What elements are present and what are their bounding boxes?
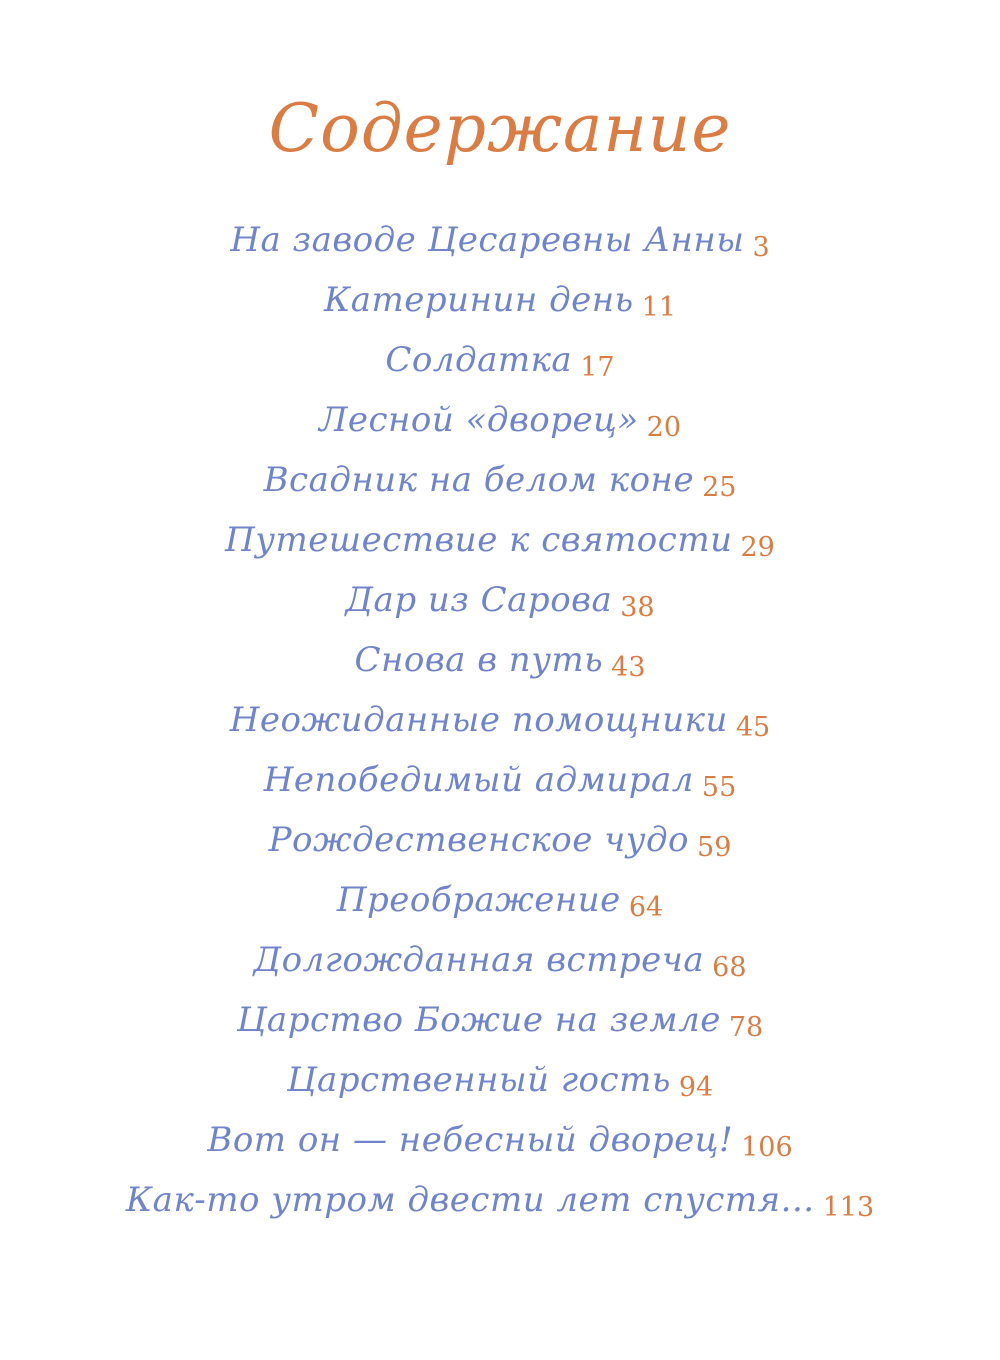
toc-entry-title: Царственный гость <box>286 1060 671 1100</box>
toc-entry[interactable] <box>0 270 1000 330</box>
toc-entry-title: Снова в путь <box>354 640 604 680</box>
toc-entry[interactable] <box>0 1170 1000 1230</box>
toc-entry-title: Рождественское чудо <box>268 820 690 860</box>
toc-entry-page: 106 <box>741 1132 793 1163</box>
toc-entry-page: 45 <box>735 712 771 743</box>
toc-entry-page: 20 <box>646 412 681 443</box>
toc-entry-page: 17 <box>580 352 615 383</box>
toc-entry-title: Преображение <box>336 880 621 920</box>
toc-entry-page: 94 <box>678 1072 714 1103</box>
toc-entry[interactable] <box>0 330 1000 390</box>
toc-entry[interactable] <box>0 870 1000 930</box>
toc-entry-page: 25 <box>702 472 737 503</box>
toc-entry-title: Катеринин день <box>323 280 634 320</box>
toc-entry-title: Дар из Сарова <box>345 580 613 620</box>
toc-entry-title: Как-то утром двести лет спустя... <box>125 1180 815 1220</box>
toc-entry[interactable] <box>0 810 1000 870</box>
toc-entry[interactable] <box>0 1110 1000 1170</box>
toc-entry[interactable] <box>0 690 1000 750</box>
toc-entry[interactable] <box>0 390 1000 450</box>
toc-entry-title: Неожиданные помощники <box>229 700 728 740</box>
toc-entry-title: Всадник на белом коне <box>263 460 695 500</box>
toc-entry-page: 55 <box>701 772 737 803</box>
toc-entry[interactable] <box>0 990 1000 1050</box>
toc-entry[interactable] <box>0 510 1000 570</box>
toc-entry[interactable] <box>0 630 1000 690</box>
toc-entry-title: Долгожданная встреча <box>253 940 705 980</box>
toc-entry-page: 68 <box>712 952 747 983</box>
toc-entry-title: Царство Божие на земле <box>236 1000 721 1040</box>
toc-entry[interactable] <box>0 570 1000 630</box>
toc-entry[interactable] <box>0 450 1000 510</box>
toc-entry-page: 29 <box>740 532 775 563</box>
page-title: Содержание <box>268 90 732 167</box>
toc-entry-title: Лесной «дворец» <box>319 400 639 440</box>
toc-entry-title: Путешествие к святости <box>225 520 733 560</box>
toc-entry-title: Солдатка <box>385 340 573 380</box>
toc-entry[interactable] <box>0 750 1000 810</box>
toc-entry[interactable] <box>0 210 1000 270</box>
toc-entry-page: 3 <box>752 232 770 263</box>
toc-entry-page: 11 <box>641 292 677 323</box>
toc-entry-page: 43 <box>611 652 646 683</box>
toc-entry[interactable] <box>0 1050 1000 1110</box>
toc-entry-page: 38 <box>620 592 655 623</box>
toc-entry-title: На заводе Цесаревны Анны <box>230 220 745 260</box>
toc-entry-page: 78 <box>728 1012 764 1043</box>
toc-entry-page: 64 <box>628 892 664 923</box>
toc-entry-page: 59 <box>697 832 732 863</box>
toc-entry-title: Вот он — небесный дворец! <box>207 1120 734 1160</box>
toc-entry-page: 113 <box>822 1192 875 1223</box>
toc-entry-title: Непобедимый адмирал <box>263 760 694 800</box>
toc-entry[interactable] <box>0 930 1000 990</box>
table-of-contents <box>0 210 1000 1230</box>
